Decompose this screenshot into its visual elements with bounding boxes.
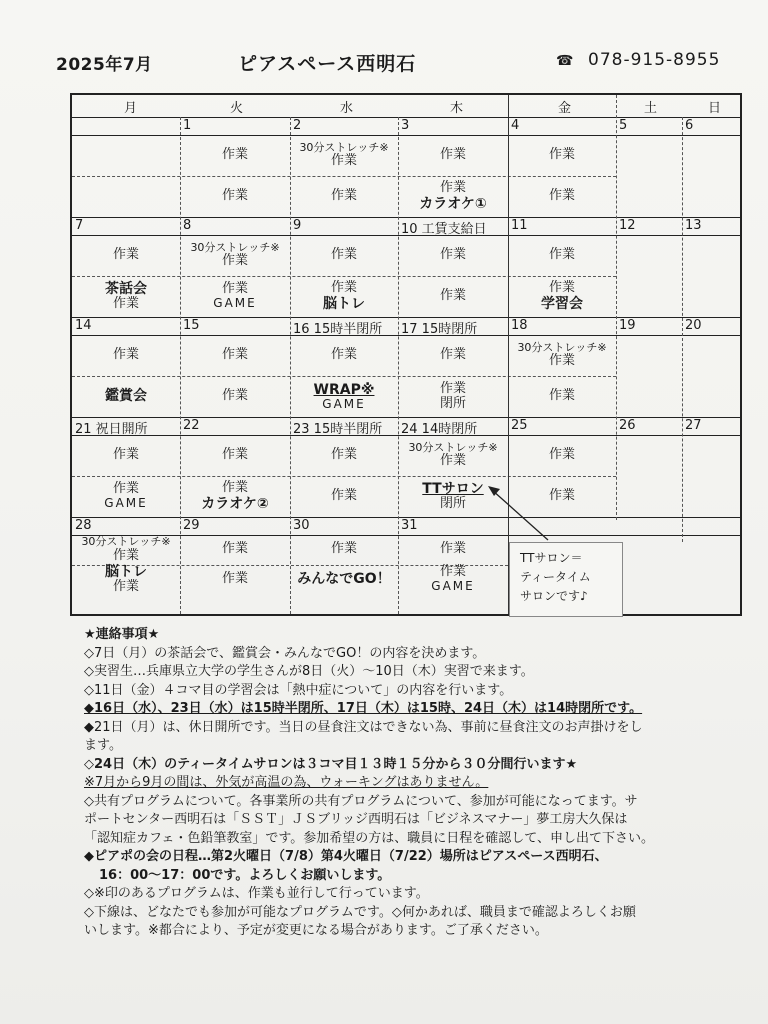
notice-line: ◇下線は、どなたでも参加が可能なプログラムです。◇何かあれば、職員まで確認よろしくお願 <box>84 904 636 920</box>
notice-line: ★連絡事項★ <box>84 627 160 642</box>
tt-note-line: ティータイム <box>520 570 591 585</box>
schedule-item: 作業 <box>548 279 575 295</box>
day-number: 22 <box>183 418 200 433</box>
phone-icon: ☎ <box>556 53 574 69</box>
schedule-item: 作業 <box>221 570 248 586</box>
weekday-label: 土 <box>644 101 658 116</box>
day-number: 10 工賃支給日 <box>401 222 487 237</box>
day-number: 12 <box>619 218 636 233</box>
schedule-item: 作業 <box>439 563 466 579</box>
schedule-item: 作業 <box>548 388 575 404</box>
schedule-item: 作業 <box>330 279 357 295</box>
day-number: 11 <box>511 218 528 233</box>
schedule-item: 作業 <box>112 578 139 594</box>
schedule-item: WRAP※ <box>313 381 375 398</box>
schedule-item: 作業 <box>548 488 575 504</box>
schedule-item: 作業 <box>439 380 466 396</box>
schedule-item: 作業 <box>330 247 357 263</box>
schedule-item: カラオケ① <box>419 195 487 212</box>
schedule-item: 作業 <box>221 188 248 204</box>
schedule-item: 作業 <box>221 347 248 363</box>
schedule-item: GAME <box>322 396 366 411</box>
schedule-item: 作業 <box>439 179 466 195</box>
day-number: 13 <box>685 218 702 233</box>
schedule-item: 作業 <box>112 447 139 463</box>
weekday-label: 水 <box>340 101 354 116</box>
day-number: 4 <box>511 118 520 133</box>
notice-line: ※7月から9月の間は、外気が高温の為、ウォーキングはありません。 <box>84 775 489 790</box>
phone-number: 078-915-8955 <box>588 50 721 70</box>
day-number: 29 <box>183 518 200 533</box>
schedule-item: 作業 <box>548 353 575 369</box>
schedule-item: 作業 <box>439 541 466 557</box>
notice-line: ます。 <box>84 738 122 753</box>
schedule-item: 作業 <box>330 153 357 169</box>
notice-line: ◇実習生…兵庫県立大学の学生さんが8日（火）～10日（木）実習で来ます。 <box>84 664 534 679</box>
notice-line: ◇24日（木）のティータイムサロンは３コマ目１３時１５分から３０分間行います★ <box>84 756 578 772</box>
day-number: 31 <box>401 518 418 533</box>
schedule-item: カラオケ② <box>201 495 269 512</box>
day-number: 8 <box>183 218 192 233</box>
schedule-item: 脳トレ <box>323 295 365 312</box>
weekday-label: 金 <box>558 101 572 116</box>
arrow-line <box>492 490 548 540</box>
weekday-label: 木 <box>450 101 464 116</box>
day-number: 19 <box>619 318 636 333</box>
schedule-item: GAME <box>431 578 475 593</box>
tt-note-line: サロンです♪ <box>520 589 588 604</box>
schedule-item: 30分ストレッチ※ <box>299 140 389 154</box>
schedule-item: 鑑賞会 <box>105 388 147 405</box>
day-number: 1 <box>183 118 192 133</box>
weekday-label: 火 <box>230 101 244 116</box>
schedule-item: 作業 <box>330 488 357 504</box>
schedule-item: 作業 <box>330 188 357 204</box>
day-number: 9 <box>293 218 302 233</box>
day-number: 21 祝日開所 <box>75 422 148 437</box>
notice-line: ◆ピアポの会の日程…第2火曜日（7/8）第4火曜日（7/22）場所はピアスペース西明石、 <box>84 849 608 864</box>
day-number: 24 14時閉所 <box>401 422 478 437</box>
schedule-item: 30分ストレッチ※ <box>408 440 498 454</box>
schedule-item: 作業 <box>439 453 466 469</box>
schedule-item: 作業 <box>221 281 248 297</box>
schedule-item: 作業 <box>548 188 575 204</box>
weekday-label: 日 <box>708 101 722 116</box>
schedule-item: TTサロン <box>422 480 484 497</box>
notice-line: 16：00～17：00です。よろしくお願いします。 <box>99 867 391 883</box>
tt-note-line: TTサロン＝ <box>520 551 583 565</box>
notice-line: ◇共有プログラムについて。各事業所の共有プログラムについて、参加が可能になってます。サ <box>84 793 638 809</box>
notice-line: 「認知症カフェ・色鉛筆教室」です。参加希望の方は、職員に日程を確認して、申し出て下さい。 <box>84 830 655 846</box>
day-number: 16 15時半閉所 <box>293 322 383 337</box>
notice-line: ◆16日（水）、23日（水）は15時半閉所、17日（木）は15時、24日（木）は14時閉所です。 <box>84 701 643 716</box>
day-number: 17 15時閉所 <box>401 322 478 337</box>
day-number: 5 <box>619 118 628 133</box>
schedule-item: みんなでGO！ <box>297 571 391 588</box>
day-number: 28 <box>75 518 92 533</box>
page-title: ピアスペース西明石 <box>238 53 417 75</box>
notice-line: ポートセンター西明石は「ＳＳＴ」ＪＳブリッジ西明石は「ビジネスマナー」夢工房大久保は <box>84 812 628 827</box>
schedule-item: 作業 <box>439 288 466 304</box>
schedule-item: 茶話会 <box>105 280 147 297</box>
schedule-item: 閉所 <box>439 395 466 411</box>
schedule-item: 作業 <box>221 147 248 163</box>
schedule-item: 作業 <box>330 541 357 557</box>
notice-line: いします。※都合により、予定が変更になる場合があります。ご了承ください。 <box>84 923 548 938</box>
schedule-item: 作業 <box>112 481 139 497</box>
schedule-item: 脳トレ <box>105 563 147 580</box>
day-number: 14 <box>75 318 92 333</box>
day-number: 6 <box>685 118 694 133</box>
schedule-item: 作業 <box>330 347 357 363</box>
schedule-item: 作業 <box>221 388 248 404</box>
day-number: 20 <box>685 318 702 333</box>
notice-line: ◇11日（金）４コマ目の学習会は「熱中症について」の内容を行います。 <box>84 682 513 698</box>
day-number: 23 15時半閉所 <box>293 422 383 437</box>
notice-line: ◆21日（月）は、休日開所です。当日の昼食注文はできない為、事前に昼食注文のお声掛けをし <box>84 719 643 735</box>
schedule-item: 作業 <box>439 347 466 363</box>
weekday-label: 月 <box>124 101 138 116</box>
schedule-item: 30分ストレッチ※ <box>190 240 280 254</box>
schedule-item: 作業 <box>112 547 139 563</box>
day-number: 26 <box>619 418 636 433</box>
day-number: 25 <box>511 418 528 433</box>
day-number: 3 <box>401 118 410 133</box>
schedule-item: 作業 <box>112 296 139 312</box>
schedule-item: 作業 <box>221 253 248 269</box>
notice-line: ◇7日（月）の茶話会で、鑑賞会・みんなでGO！の内容を決めます。 <box>84 645 486 661</box>
schedule-item: 作業 <box>548 447 575 463</box>
schedule-item: 作業 <box>330 447 357 463</box>
schedule-item: 作業 <box>112 347 139 363</box>
schedule-item: 学習会 <box>541 295 583 312</box>
day-number: 15 <box>183 318 200 333</box>
schedule-item: 作業 <box>221 447 248 463</box>
schedule-item: 作業 <box>548 247 575 263</box>
schedule-item: 閉所 <box>439 496 466 512</box>
schedule-item: 30分ストレッチ※ <box>517 340 607 354</box>
day-number: 30 <box>293 518 310 533</box>
day-number: 27 <box>685 418 702 433</box>
day-number: 2 <box>293 118 302 133</box>
schedule-item: 30分ストレッチ※ <box>81 534 171 548</box>
schedule-item: 作業 <box>439 247 466 263</box>
schedule-item: 作業 <box>221 479 248 495</box>
schedule-item: 作業 <box>221 541 248 557</box>
schedule-item: 作業 <box>548 147 575 163</box>
notice-section <box>84 626 764 941</box>
schedule-item: GAME <box>213 296 257 311</box>
year-month: 2025年7月 <box>56 55 153 75</box>
schedule-item: GAME <box>104 496 148 511</box>
schedule-item: 作業 <box>439 147 466 163</box>
notice-line: ◇※印のあるプログラムは、作業も並行して行っています。 <box>84 886 429 901</box>
day-number: 18 <box>511 318 528 333</box>
schedule-item: 作業 <box>112 247 139 263</box>
day-number: 7 <box>75 218 84 233</box>
arrow-head-icon <box>488 486 500 496</box>
